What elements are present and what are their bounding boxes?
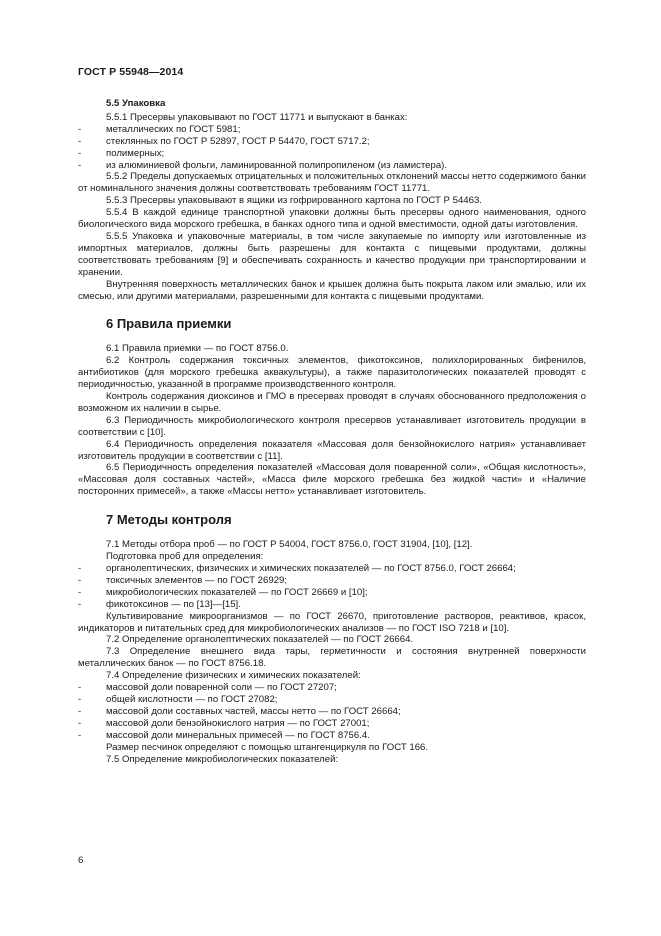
paragraph: 7.2 Определение органолептических показателей — по ГОСТ 26664. bbox=[106, 634, 414, 646]
list-marker: - bbox=[78, 598, 82, 610]
list-item bbox=[78, 682, 586, 694]
subsection-heading: 5.5 Упаковка bbox=[106, 98, 166, 109]
list-marker: - bbox=[78, 159, 82, 171]
list-item bbox=[78, 718, 586, 730]
list-item-text: металлических по ГОСТ 5981; bbox=[106, 123, 241, 135]
list-item bbox=[78, 730, 586, 742]
list-item-text: из алюминиевой фольги, ламинированной полипропиленом (из ламистера). bbox=[106, 159, 448, 171]
paragraph: 5.5.2 Пределы допускаемых отрицательных и положительных отклонений массы нетто содержимого банки от номинального значения должны соответствовать требованиям ГОСТ 11771. bbox=[78, 171, 586, 195]
document-body bbox=[78, 98, 586, 765]
paragraph: 5.5.1 Пресервы упаковывают по ГОСТ 11771 и выпускают в банках: bbox=[106, 111, 408, 123]
list-marker: - bbox=[78, 717, 82, 729]
list-item-text: массовой доли бензойнокислого натрия — по ГОСТ 27001; bbox=[106, 717, 370, 729]
list-item bbox=[78, 124, 586, 136]
list-item bbox=[78, 599, 586, 611]
list-item bbox=[78, 563, 586, 575]
list-item-text: полимерных; bbox=[106, 147, 165, 159]
list-item-text: стеклянных по ГОСТ Р 52897, ГОСТ Р 54470, ГОСТ 5717.2; bbox=[106, 135, 370, 147]
section-heading: 6 Правила приемки bbox=[106, 316, 232, 332]
section-heading: 7 Методы контроля bbox=[106, 512, 232, 528]
paragraph: 6.1 Правила приемки — по ГОСТ 8756.0. bbox=[106, 343, 289, 355]
paragraph: 5.5.4 В каждой единице транспортной упаковки должны быть пресервы одного наименования, одного биологического вида морского гребешка, в банках одного типа и одной вместимости, одной даты изготовления. bbox=[78, 207, 586, 231]
paragraph: Подготовка проб для определения: bbox=[106, 551, 264, 563]
list-marker: - bbox=[78, 123, 82, 135]
list-item bbox=[78, 587, 586, 599]
paragraph: Контроль содержания диоксинов и ГМО в пресервах проводят в случаях обоснованного предположения о возможном их наличии в сырье. bbox=[78, 391, 586, 414]
paragraph: 6.2 Контроль содержания токсичных элементов, фикотоксинов, полихлорированных бифенилов, антибиотиков (для морского гребешка аквакультуры), а также паразитологических показателей проводят с периодичностью, указанной в программе производственного контроля. bbox=[78, 355, 586, 391]
paragraph: Внутренняя поверхность металлических банок и крышек должна быть покрыта лаком или эмалью, или их смесью, или другими материалами, разрешенными для контакта с пищевыми продуктами. bbox=[78, 278, 586, 302]
list-item bbox=[78, 136, 586, 148]
list-marker: - bbox=[78, 729, 82, 741]
list-marker: - bbox=[78, 586, 82, 598]
paragraph: 5.5.3 Пресервы упаковывают в ящики из гофрированного картона по ГОСТ Р 54463. bbox=[106, 195, 482, 207]
paragraph: 6.3 Периодичность микробиологического контроля пресервов устанавливает изготовитель продукции в соответствии с [10]. bbox=[78, 414, 586, 438]
list-marker: - bbox=[78, 705, 82, 717]
list-item-text: общей кислотности — по ГОСТ 27082; bbox=[106, 693, 278, 705]
paragraph: 7.5 Определение микробиологических показателей: bbox=[106, 753, 339, 765]
list-item-text: фикотоксинов — по [13]—[15]. bbox=[106, 598, 241, 610]
list-item bbox=[78, 148, 586, 160]
paragraph: 7.1 Методы отбора проб — по ГОСТ Р 54004, ГОСТ 8756.0, ГОСТ 31904, [10], [12]. bbox=[106, 539, 473, 551]
list-marker: - bbox=[78, 135, 82, 147]
paragraph: Размер песчинок определяют с помощью штангенциркуля по ГОСТ 166. bbox=[106, 741, 429, 753]
paragraph: Культивирование микроорганизмов — по ГОСТ 26670, приготовление растворов, реактивов, красок, индикаторов и питательных сред для микробиологических анализов — по ГОСТ ISO 7218 и [10]. bbox=[78, 610, 586, 634]
list-marker: - bbox=[78, 563, 82, 574]
list-item bbox=[78, 160, 586, 172]
document-header: ГОСТ Р 55948—2014 bbox=[78, 66, 184, 78]
list-item-text: органолептических, физических и химических показателей — по ГОСТ 8756.0, ГОСТ 26664; bbox=[106, 563, 516, 574]
paragraph: 5.5.5 Упаковка и упаковочные материалы, в том числе закупаемые по импорту или изготовленные из импортных материалов, должны быть разрешены для контакта с пищевыми продуктами, должны соответствовать требованиям [9] и обеспечивать сохранность и качество продукции при транспортировании и хранении. bbox=[78, 230, 586, 278]
paragraph: 7.3 Определение внешнего вида тары, герметичности и состояния внутренней поверхности металлических банок — по ГОСТ 8756.18. bbox=[78, 646, 586, 670]
list-item-text: токсичных элементов — по ГОСТ 26929; bbox=[106, 574, 288, 586]
list-marker: - bbox=[78, 682, 82, 694]
list-item bbox=[78, 575, 586, 587]
list-marker: - bbox=[78, 693, 82, 705]
paragraph: 6.4 Периодичность определения показателя «Массовая доля бензойнокислого натрия» устанавливает изготовитель продукции в соответствии с [11]. bbox=[78, 438, 586, 462]
paragraph: 7.4 Определение физических и химических показателей: bbox=[106, 670, 361, 682]
list-marker: - bbox=[78, 574, 82, 586]
list-item-text: массовой доли минеральных примесей — по ГОСТ 8756.4. bbox=[106, 729, 370, 741]
page-number: 6 bbox=[78, 855, 84, 866]
list-item-text: микробиологических показателей — по ГОСТ 26669 и [10]; bbox=[106, 586, 368, 598]
list-marker: - bbox=[78, 147, 82, 159]
list-item-text: массовой доли составных частей, массы нетто — по ГОСТ 26664; bbox=[106, 705, 401, 717]
list-item bbox=[78, 694, 586, 706]
list-item bbox=[78, 706, 586, 718]
paragraph: 6.5 Периодичность определения показателей «Массовая доля поваренной соли», «Общая кислотность», «Массовая доля составных частей», «Масса филе морского гребешка без жидкой части» и «Наличие посторонних примесей», а также «Массы нетто» устанавливает изготовитель. bbox=[78, 462, 586, 498]
list-item-text: массовой доли поваренной соли — по ГОСТ 27207; bbox=[106, 682, 337, 694]
